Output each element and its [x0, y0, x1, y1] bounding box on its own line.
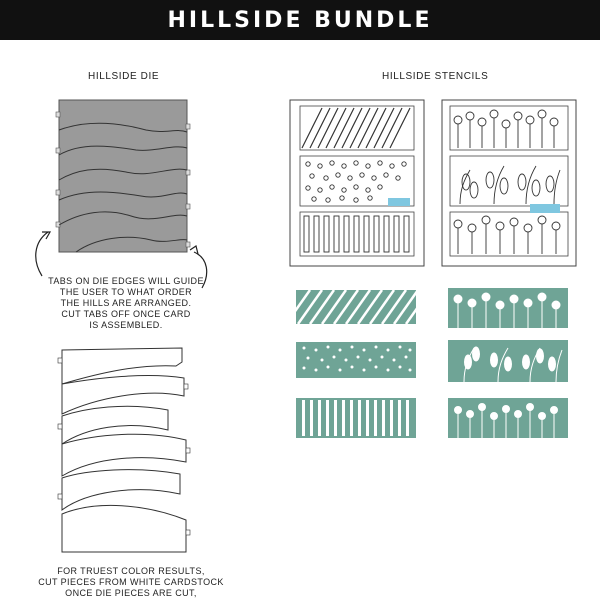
die-section-title: HILLSIDE DIE — [88, 71, 160, 82]
stencils-section-title: HILLSIDE STENCILS — [382, 71, 489, 82]
arrow-left-icon — [28, 230, 58, 280]
die-tabs-note: TABS ON DIE EDGES WILL GUIDE THE USER TO WHAT ORDER THE HILLS ARE ARRANGED. CUT TABS OFF ONCE CARD IS ASSEMBLED. — [48, 276, 204, 330]
die-pieces-outline — [56, 344, 196, 564]
stencil-plate-florals — [442, 100, 576, 266]
title-banner — [0, 0, 600, 40]
sample-wildflowers — [448, 398, 568, 438]
sample-tulips — [448, 288, 568, 328]
stencil-plate-patterns — [290, 100, 424, 266]
sample-stripes — [296, 290, 416, 324]
banner-title: HILLSIDE BUNDLE — [167, 7, 433, 33]
sample-dots — [296, 342, 416, 378]
sample-leaves — [448, 340, 568, 382]
sample-bars — [296, 398, 416, 438]
hillside-die-image — [56, 100, 196, 260]
die-color-note: FOR TRUEST COLOR RESULTS, CUT PIECES FROM WHITE CARDSTOCK ONCE DIE PIECES ARE CUT, — [38, 566, 224, 598]
